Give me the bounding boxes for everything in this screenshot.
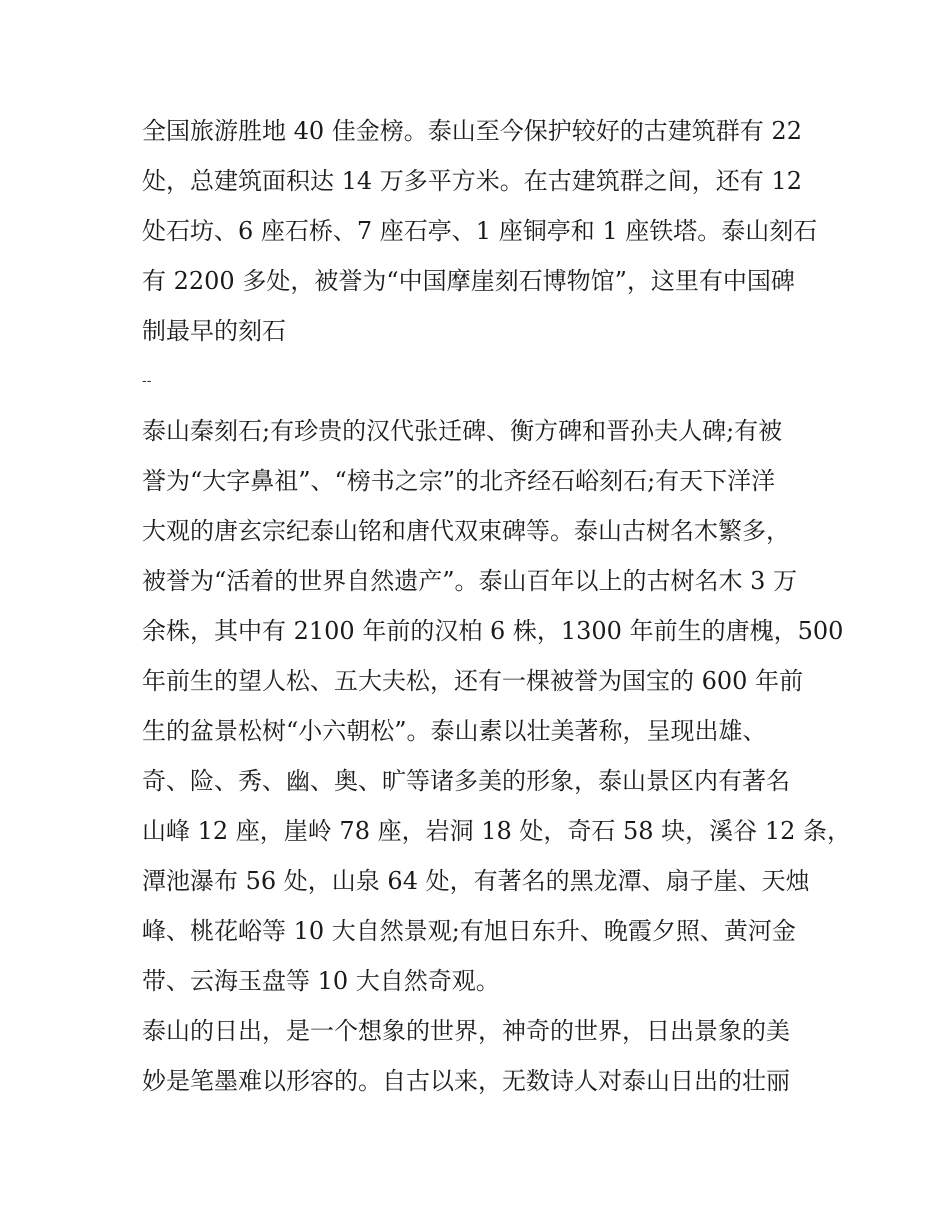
text-line: 处石坊、6 座石桥、7 座石亭、1 座铜亭和 1 座铁塔。泰山刻石 — [142, 217, 818, 245]
text-line: 处，总建筑面积达 14 万多平方米。在古建筑群之间，还有 12 — [142, 167, 802, 195]
text-line: 制最早的刻石 — [142, 317, 286, 345]
paragraph-2 — [142, 406, 851, 1006]
text-line: 妙是笔墨难以形容的。自古以来，无数诗人对泰山日出的壮丽 — [142, 1067, 790, 1095]
text-line: 山峰 12 座，崖岭 78 座，岩洞 18 处，奇石 58 块，溪谷 12 条， — [142, 817, 851, 845]
text-line: 被誉为“活着的世界自然遗产”。泰山百年以上的古树名木 3 万 — [142, 567, 798, 595]
text-line: 泰山秦刻石;有珍贵的汉代张迁碑、衡方碑和晋孙夫人碑;有被 — [142, 417, 783, 445]
paragraph-3 — [142, 1006, 822, 1106]
text-line: 大观的唐玄宗纪泰山铭和唐代双束碑等。泰山古树名木繁多， — [142, 517, 790, 545]
text-line: 生的盆景松树“小六朝松”。泰山素以壮美著称，呈现出雄、 — [142, 717, 767, 745]
text-line: 誉为“大字鼻祖”、“榜书之宗”的北齐经石峪刻石;有天下洋洋 — [142, 467, 776, 495]
text-line: 泰山的日出，是一个想象的世界，神奇的世界，日出景象的美 — [142, 1017, 790, 1045]
separator-mark: -- — [142, 373, 152, 389]
text-line: 带、云海玉盘等 10 大自然奇观。 — [142, 967, 500, 995]
document-body — [142, 106, 851, 1106]
text-line: 全国旅游胜地 40 佳金榜。泰山至今保护较好的古建筑群有 22 — [142, 117, 802, 145]
text-line: 峰、桃花峪等 10 大自然景观;有旭日东升、晚霞夕照、黄河金 — [142, 917, 796, 945]
text-line: 有 2200 多处，被誉为“中国摩崖刻石博物馆”，这里有中国碑 — [142, 267, 795, 295]
text-line: 潭池瀑布 56 处，山泉 64 处，有著名的黑龙潭、扇子崖、天烛 — [142, 867, 810, 895]
paragraph-1 — [142, 106, 822, 356]
text-line: 奇、险、秀、幽、奥、旷等诸多美的形象，泰山景区内有著名 — [142, 767, 790, 795]
text-line: 余株，其中有 2100 年前的汉柏 6 株，1300 年前生的唐槐，500 — [142, 617, 844, 645]
text-line: 年前生的望人松、五大夫松，还有一棵被誉为国宝的 600 年前 — [142, 667, 804, 695]
